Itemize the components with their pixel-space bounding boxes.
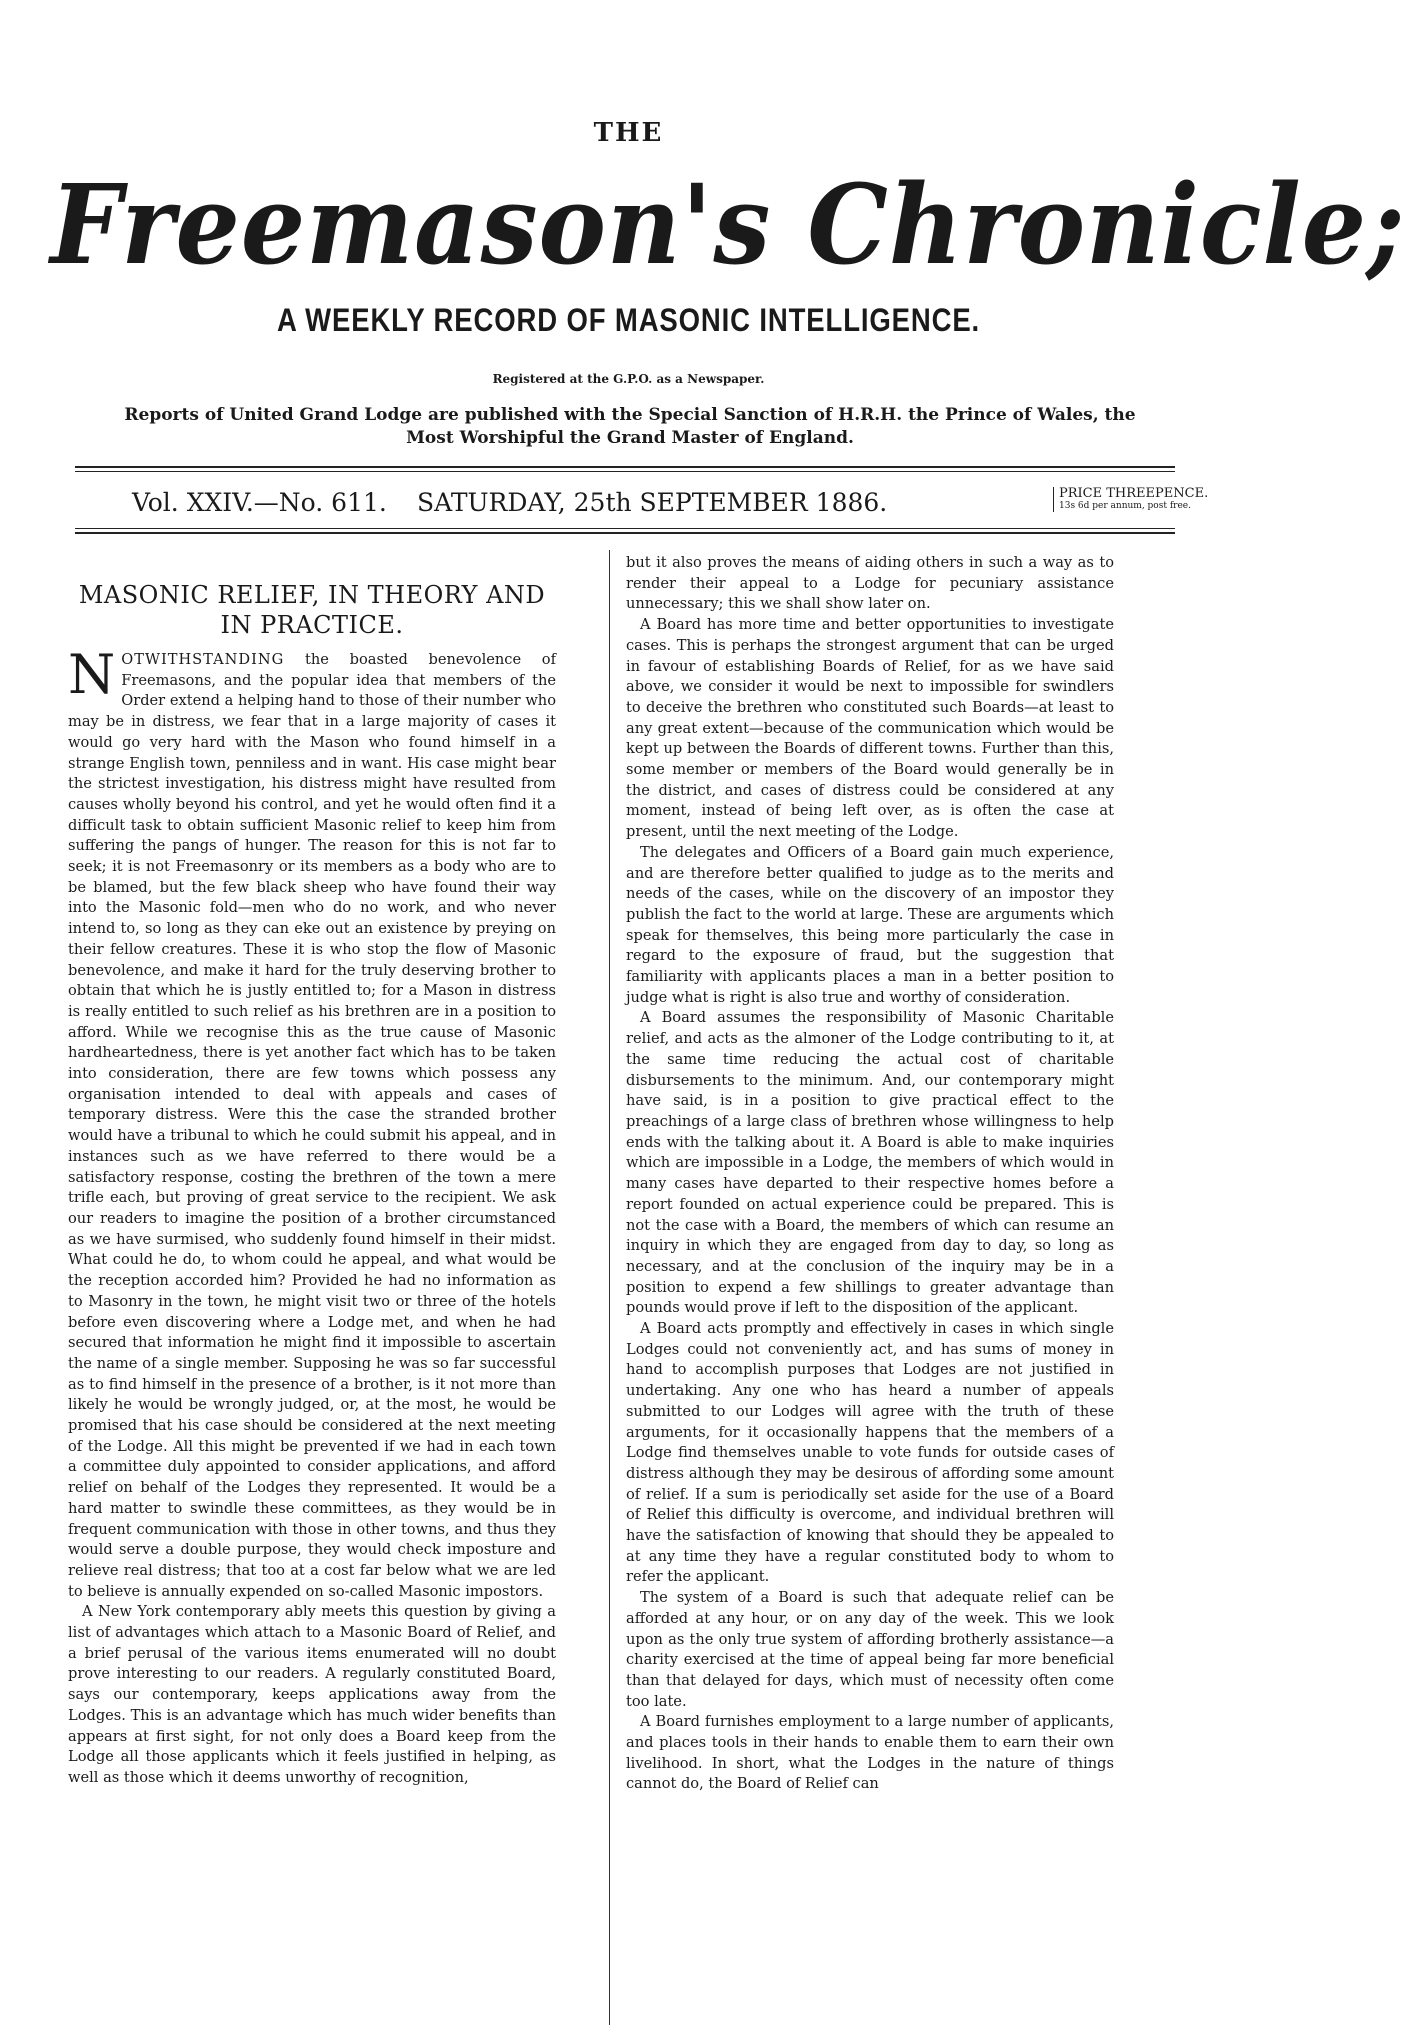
lead-word: OTWITHSTANDING [121, 651, 285, 668]
article-title: MASONIC RELIEF, IN THEORY AND IN PRACTICE. [78, 581, 546, 639]
paragraph: A Board furnishes employment to a large number of applicants, and places tools in their hands to enable them to earn their own livelihood. In short, what the Lodges in the nature of things cannot do, the Board of Relief can [626, 1713, 1114, 1793]
issue-date: SATURDAY, 25th SEPTEMBER 1886. [417, 488, 888, 517]
masthead-title: Freemason's Chronicle; [50, 160, 1405, 289]
issue-price [1053, 487, 1208, 512]
rule-top-thin [75, 471, 1175, 472]
paragraph: A Board acts promptly and effectively in cases in which single Lodges could not conveniently act, and has sums of money in hand to accomplish purposes that Lodges are not justified in undertaking. Any one who has heard a number of appeals submitted to our Lodges will agree with the truth of these arguments, for it occasionally happens that the members of a Lodge find themselves unable to vote funds for outside cases of distress although they may be desirous of affording some amount of relief. If a sum is periodically set aside for the use of a Board of Relief this difficulty is overcome, and individual brethren will have the satisfaction of knowing that should they be appealed to at any time they have a regular constituted body to whom to refer the applicant. [626, 1320, 1114, 1586]
registration-note: Registered at the G.P.O. as a Newspaper. [492, 372, 765, 386]
paragraph: A Board assumes the responsibility of Masonic Charitable relief, and acts as the almoner of the Lodge contributing to it, at the same time reducing the actual cost of charitable disbursements to the minimum. And, our contemporary might have said, is in a position to give practical effect to the preachings of a large class of brethren whose willingness to help ends with the talking about it. A Board is able to make inquiries which are impossible in a Lodge, the members of which would in many cases have departed to their respective homes before a report founded on actual experience could be prepared. This is not the case with a Board, the members of which can resume an inquiry in which they are engaged from day to day, so long as necessary, and at the conclusion of the inquiry may be in a position to expend a few shillings to greater advantage than pounds would prove if left to the disposition of the applicant. [626, 1009, 1114, 1317]
masthead-the: THE [593, 118, 664, 148]
opening-text: the boasted benevolence of Freemasons, and the popular idea that members of the Order extend a helping hand to those of their number who may be in distress, we fear that in a large majority of cases it would go very hard with the Mason who found himself in a strange English town, penniless and in want. His case might bear the strictest investigation, his distress might have resulted from causes wholly beyond his control, and yet he would often find it a difficult task to obtain sufficient Masonic relief to keep him from suffering the pangs of hunger. The reason for this is not far to seek; it is not Freemasonry or its members as a body who are to be blamed, but the few black sheep who have found their way into the Masonic fold—men who do no work, and who never intend to, so long as they can eke out an existence by preying on their fellow creatures. These it is who stop the flow of Masonic benevolence, and make it hard for the truly deserving brother to obtain that which he is justly entitled to; for a Mason in distress is really entitled to such relief as his brethren are in a position to afford. While we recognise this as the true cause of Masonic hardheartedness, there is yet another fact which has to be taken into consideration, there are few towns which possess any organisation intended to deal with appeals and cases of temporary distress. Were this the case the stranded brother would have a tribunal to which he could submit his appeal, and in instances such as we have referred to there would be a satisfactory response, costing the brethren of the town a mere trifle each, but proving of great service to the recipient. We ask our readers to imagine the position of a brother circumstanced as we have surmised, who suddenly found himself in their midst. What could he do, to whom could he appeal, and what would be the reception accorded him? Provided he had no information as to Masonry in the town, he might visit two or three of the hotels before even discovering where a Lodge met, and when he had secured that information he might find it impossible to ascertain the name of a single member. Supposing he was so far successful as to find himself in the presence of a brother, is it not more than likely he would be wrongly judged, or, at the most, he would be promised that his case should be considered at the next meeting of the Lodge. All this might be prevented if we had in each town a committee duly appointed to consider applications, and afford relief on behalf of the Lodges they represented. It would be a hard matter to swindle these committees, as they would be in frequent communication with those in other towns, and thus they would serve a double purpose, they would check imposture and relieve real distress; that too at a cost far below what we are led to believe is annually expended on so-called Masonic impostors. [68, 651, 556, 1600]
paragraph: The system of a Board is such that adequate relief can be afforded at any hour, or on any day of the week. This we look upon as the only true system of affording brotherly assistance—a charity exercised at the time of appeal being far more beneficial than that delayed for days, which must of necessity often come too late. [626, 1589, 1114, 1710]
subscription-label: 13s 6d per annum, post free. [1059, 501, 1191, 511]
reports-sanction-note: Reports of United Grand Lodge are published with the Special Sanction of H.R.H. the Prince of Wales, the Most Worshipful the Grand Master of England. [124, 405, 1136, 448]
rule-bottom-thick [75, 532, 1175, 534]
drop-cap: N [68, 643, 116, 706]
column-divider [609, 550, 610, 2025]
paragraph: A New York contemporary ably meets this question by giving a list of advantages which attach to a Masonic Board of Relief, and a brief perusal of the various items enumerated will no doubt prove interesting to our readers. A regularly constituted Board, says our contemporary, keeps applications away from the Lodges. This is an advantage which has much wider benefits than appears at first sight, for not only does a Board keep from the Lodge all those applicants which it feels justified in helping, as well as those which it deems unworthy of recognition, [68, 1603, 556, 1786]
issue-volume: Vol. XXIV.—No. 611. [132, 488, 387, 517]
masthead-subtitle: A WEEKLY RECORD OF MASONIC INTELLIGENCE. [276, 302, 981, 338]
paragraph: The delegates and Officers of a Board gain much experience, and are therefore better qualified to judge as to the merits and needs of the cases, while on the discovery of an impostor they publish the fact to the world at large. These are arguments which speak for themselves, this being more particularly the case in regard to the exposure of fraud, but the suggestion that familiarity with applicants places a man in a better position to judge what is right is also true and worthy of consideration. [626, 843, 1114, 1006]
right-column [626, 553, 1114, 1795]
rule-top-thick [75, 466, 1175, 468]
paragraph: A Board has more time and better opportunities to investigate cases. This is perhaps the strongest argument that can be urged in favour of establishing Boards of Relief, for as we have said above, we consider it would be next to impossible for swindlers to deceive the brethren who constituted such Boards—at least to any great extent—because of the communication which would be kept up between the Boards of different towns. Further than this, some member or members of the Board would generally be in the district, and cases of distress could be considered at any moment, instead of being left over, as is often the case at present, until the next meeting of the Lodge. [626, 616, 1114, 841]
continuation-paragraph: but it also proves the means of aiding others in such a way as to render their appeal to a Lodge for pecuniary assistance unnecessary; this we shall show later on. [626, 554, 1114, 613]
left-column [68, 552, 556, 1789]
price-label: PRICE THREEPENCE. [1059, 486, 1209, 501]
opening-paragraph [68, 643, 556, 1602]
rule-bottom-thin [75, 528, 1175, 529]
